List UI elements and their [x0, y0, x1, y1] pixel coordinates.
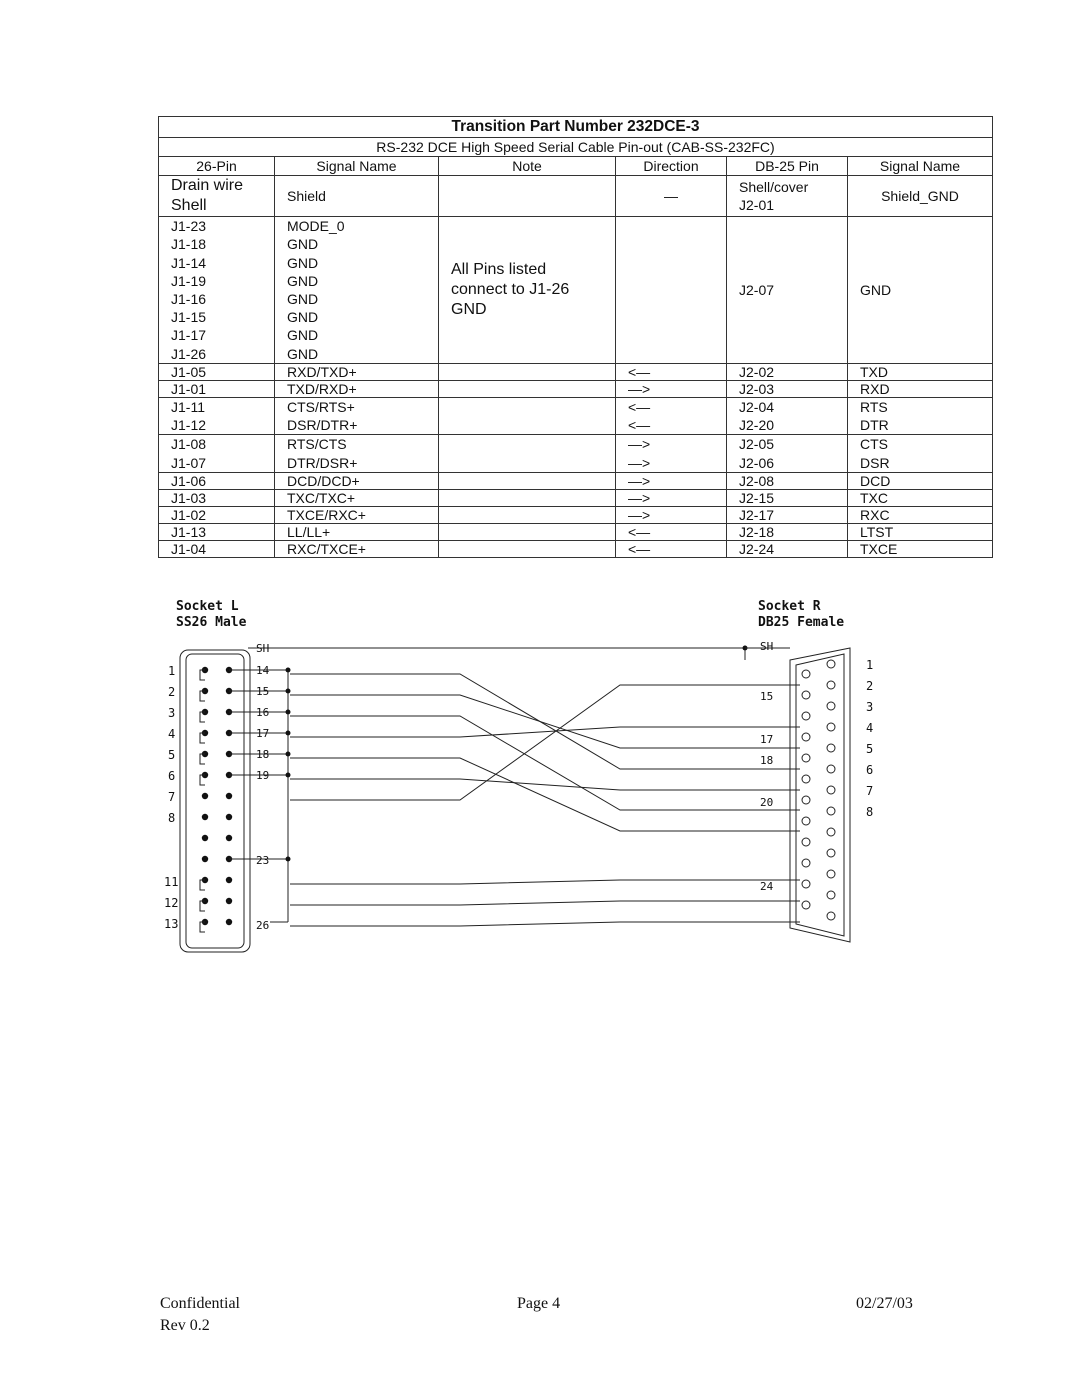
r-pin-socket — [827, 891, 835, 899]
l-pin-dot — [226, 835, 232, 841]
r-pin-label: 18 — [760, 754, 774, 767]
l-bus-node — [286, 752, 291, 757]
row-note — [439, 364, 616, 381]
row-signal: RXC/TXCE+ — [275, 540, 439, 557]
r-pin-socket — [827, 786, 835, 794]
l-pin-label: 15 — [256, 685, 270, 698]
table-header-row — [159, 157, 993, 176]
l-pin-dot — [202, 856, 208, 862]
row-direction: <— — [628, 417, 651, 434]
r-row-number: 8 — [866, 805, 874, 819]
row-direction: <— — [616, 523, 727, 540]
shield-note — [439, 176, 616, 217]
r-pin-socket — [827, 828, 835, 836]
gnd-pin: J1-26 — [171, 345, 207, 362]
gnd-pin: J1-14 — [171, 254, 207, 271]
row-signal-2: RXD — [848, 381, 993, 398]
gnd-pin: J1-18 — [171, 236, 207, 253]
gnd-signal: GND — [287, 309, 319, 326]
signal-wire — [290, 685, 800, 800]
table-row — [159, 364, 993, 381]
r-pin-socket — [827, 681, 835, 689]
gnd-pin: J1-15 — [171, 309, 207, 326]
r-pin-label: 15 — [760, 690, 774, 703]
signal-wire — [290, 674, 800, 769]
row-signal-2: TXCE — [848, 540, 993, 557]
j2-01-label: J2-01 — [739, 197, 775, 213]
r-pin-socket — [827, 744, 835, 752]
row-signal-2: DTR — [860, 417, 889, 434]
r-row-number: 1 — [866, 658, 874, 672]
r-pin-socket — [827, 765, 835, 773]
r-pin-socket — [802, 691, 810, 699]
row-pin: J1-03 — [159, 489, 275, 506]
shield-db25-cell — [727, 176, 848, 217]
gnd-pins-cell — [159, 217, 275, 364]
l-pin-dot — [202, 835, 208, 841]
pinout-table — [158, 116, 993, 558]
gnd-pin: J1-17 — [171, 327, 207, 344]
row-note — [439, 472, 616, 489]
table-row — [159, 435, 993, 472]
row-direction-pair — [616, 435, 727, 472]
gnd-pin: J1-23 — [171, 218, 207, 235]
row-signal: DCD/DCD+ — [275, 472, 439, 489]
row-db25: J2-20 — [739, 417, 775, 434]
row-signal-2: DSR — [860, 454, 890, 471]
row-pin: J1-13 — [159, 523, 275, 540]
row-pin: J1-02 — [159, 506, 275, 523]
row-direction: —> — [628, 436, 651, 453]
table-row — [159, 472, 993, 489]
shield-signal-2: Shield_GND — [848, 176, 993, 217]
l-pin-label: SH — [256, 642, 270, 655]
row-signal-2: DCD — [848, 472, 993, 489]
row-direction: —> — [616, 381, 727, 398]
r-pin-socket — [827, 702, 835, 710]
row-db25: J2-03 — [727, 381, 848, 398]
r-pin-socket — [827, 870, 835, 878]
socket-r-shell — [790, 648, 850, 942]
l-bus-node — [286, 710, 291, 715]
row-db25: J2-08 — [727, 472, 848, 489]
r-pin-socket — [802, 859, 810, 867]
shield-row — [159, 176, 993, 217]
r-pin-label: 20 — [760, 796, 774, 809]
header-note: Note — [439, 157, 616, 176]
signal-wire — [290, 922, 800, 926]
row-pin-pair — [159, 435, 275, 472]
socket-l-title: Socket L — [176, 599, 239, 614]
row-signal: CTS/RTS+ — [287, 399, 355, 415]
row-signal: TXD/RXD+ — [275, 381, 439, 398]
l-row-number: 11 — [164, 875, 179, 889]
row-db25: J2-18 — [727, 523, 848, 540]
signal-wire — [290, 880, 800, 884]
wires — [248, 646, 800, 927]
r-pin-socket — [802, 733, 810, 741]
l-pin-dot — [226, 793, 232, 799]
row-signal-2: CTS — [860, 436, 888, 453]
row-direction: —> — [628, 454, 651, 471]
r-pin-socket — [802, 817, 810, 825]
header-db25-pin: DB-25 Pin — [727, 157, 848, 176]
r-pin-socket — [802, 712, 810, 720]
socket-r-pins — [802, 660, 835, 920]
row-direction: <— — [628, 399, 651, 415]
l-pin-dot — [226, 898, 232, 904]
row-pin: J1-11 — [171, 399, 205, 415]
r-row-number: 5 — [866, 742, 874, 756]
l-pin-label: 17 — [256, 727, 270, 740]
row-pin-pair — [159, 398, 275, 435]
l-row-number: 7 — [168, 790, 176, 804]
l-pin-label: 18 — [256, 748, 270, 761]
row-note — [439, 435, 616, 472]
l-pin-dot — [202, 814, 208, 820]
gnd-pin: J1-16 — [171, 291, 207, 307]
row-direction: —> — [616, 506, 727, 523]
row-db25: J2-24 — [727, 540, 848, 557]
row-signal-pair — [275, 398, 439, 435]
r-row-number: 6 — [866, 763, 874, 777]
r-pin-socket — [827, 807, 835, 815]
l-pin-label: 14 — [256, 664, 270, 677]
row-db25: J2-04 — [739, 399, 775, 415]
gnd-group-row — [159, 217, 993, 364]
r-pin-socket — [827, 912, 835, 920]
row-signal-2: TXC — [848, 489, 993, 506]
row-signal-2: RTS — [860, 399, 888, 415]
header-signal-name: Signal Name — [275, 157, 439, 176]
l-row-number: 12 — [164, 896, 179, 910]
row-direction: <— — [616, 364, 727, 381]
socket-r-subtitle: DB25 Female — [758, 615, 845, 630]
gnd-pin: J1-19 — [171, 272, 207, 289]
l-bus-node — [286, 857, 291, 862]
socket-l-shell — [180, 650, 250, 952]
table-row — [159, 489, 993, 506]
row-pin: J1-12 — [171, 417, 207, 434]
drain-wire-label: Drain wire — [171, 177, 244, 194]
row-db25: J2-15 — [727, 489, 848, 506]
row-db25: J2-05 — [739, 436, 775, 453]
gnd-signal: GND — [287, 345, 319, 362]
gnd-signal: GND — [287, 272, 319, 289]
row-signal: TXCE/RXC+ — [275, 506, 439, 523]
row-signal: RXD/TXD+ — [275, 364, 439, 381]
signal-wire — [290, 901, 800, 905]
l-bus-node — [286, 773, 291, 778]
r-pin-socket — [802, 880, 810, 888]
row-signal-2-pair — [848, 435, 993, 472]
row-pin: J1-07 — [171, 454, 207, 471]
l-pin-dot — [226, 919, 232, 925]
row-signal: LL/LL+ — [275, 523, 439, 540]
row-db25: J2-02 — [727, 364, 848, 381]
gnd-note-cell — [439, 217, 616, 364]
r-pin-socket — [802, 796, 810, 804]
shell-cover-label: Shell/cover — [739, 178, 809, 195]
r-pin-socket — [827, 849, 835, 857]
row-pin: J1-08 — [171, 436, 207, 453]
r-pin-socket — [802, 901, 810, 909]
footer-date: 02/27/03 — [856, 1295, 913, 1312]
gnd-signal-2: GND — [848, 217, 993, 364]
l-row-number: 6 — [168, 769, 176, 783]
l-row-number: 8 — [168, 811, 176, 825]
l-row-number: 1 — [168, 664, 176, 678]
l-pin-dot — [226, 814, 232, 820]
row-direction: —> — [616, 472, 727, 489]
signal-wire — [290, 695, 800, 748]
row-note — [439, 381, 616, 398]
row-signal-2-pair — [848, 398, 993, 435]
socket-r-title: Socket R — [758, 599, 821, 614]
gnd-signal: MODE_0 — [287, 218, 345, 235]
table-row — [159, 523, 993, 540]
row-db25-pair — [727, 435, 848, 472]
r-pin-socket — [802, 838, 810, 846]
r-pin-socket — [802, 670, 810, 678]
row-note — [439, 398, 616, 435]
gnd-direction — [616, 217, 727, 364]
r-pin-socket — [827, 660, 835, 668]
r-pin-socket — [802, 775, 810, 783]
l-pin-label: 26 — [256, 919, 270, 932]
l-row-number: 13 — [164, 917, 179, 931]
footer-confidential: Confidential — [160, 1295, 240, 1312]
row-pin: J1-06 — [159, 472, 275, 489]
header-26-pin: 26-Pin — [159, 157, 275, 176]
row-db25-pair — [727, 398, 848, 435]
r-pin-label: SH — [760, 640, 774, 653]
gnd-signal: GND — [287, 327, 319, 344]
r-pin-label: 24 — [760, 880, 774, 893]
table-row — [159, 506, 993, 523]
l-row-number: 2 — [168, 685, 176, 699]
socket-l-inner — [186, 654, 244, 948]
shield-signal: Shield — [275, 176, 439, 217]
row-signal: RTS/CTS — [287, 436, 347, 453]
row-pin: J1-05 — [159, 364, 275, 381]
table-subtitle: RS-232 DCE High Speed Serial Cable Pin-out (CAB-SS-232FC) — [159, 138, 993, 157]
gnd-note-line: All Pins listed — [451, 261, 547, 278]
gnd-signal: GND — [287, 291, 319, 307]
shield-pin-cell — [159, 176, 275, 217]
table-row — [159, 398, 993, 435]
row-direction-pair — [616, 398, 727, 435]
row-direction: <— — [616, 540, 727, 557]
row-direction: —> — [616, 489, 727, 506]
table-row — [159, 381, 993, 398]
row-signal-2: TXD — [848, 364, 993, 381]
row-pin: J1-04 — [159, 540, 275, 557]
row-signal-2: LTST — [848, 523, 993, 540]
footer-page-number: Page 4 — [517, 1295, 561, 1312]
signal-wire — [290, 716, 800, 810]
row-note — [439, 506, 616, 523]
r-row-number: 2 — [866, 679, 874, 693]
l-bus-node — [286, 689, 291, 694]
l-pin-dot — [202, 793, 208, 799]
r-pin-label: 17 — [760, 733, 774, 746]
l-bus-node — [286, 731, 291, 736]
row-note — [439, 523, 616, 540]
row-signal-2: RXC — [848, 506, 993, 523]
gnd-db25: J2-07 — [727, 217, 848, 364]
row-signal: DTR/DSR+ — [287, 454, 358, 471]
l-pin-label: 23 — [256, 854, 270, 867]
gnd-signal: GND — [287, 254, 319, 271]
l-row-number: 3 — [168, 706, 176, 720]
r-row-number: 3 — [866, 700, 874, 714]
socket-l-pins — [200, 667, 291, 932]
row-signal: DSR/DTR+ — [287, 417, 358, 434]
signal-wire — [290, 779, 800, 790]
cable-wiring-diagram — [0, 590, 1080, 970]
footer-revision: Rev 0.2 — [160, 1317, 210, 1334]
l-pin-label: 19 — [256, 769, 270, 782]
l-row-number: 5 — [168, 748, 176, 762]
gnd-signals-cell — [275, 217, 439, 364]
table-title: Transition Part Number 232DCE-3 — [159, 117, 993, 138]
r-row-number: 4 — [866, 721, 874, 735]
row-signal: TXC/TXC+ — [275, 489, 439, 506]
r-pin-socket — [827, 723, 835, 731]
header-direction: Direction — [616, 157, 727, 176]
row-pin: J1-01 — [159, 381, 275, 398]
header-signal-name-2: Signal Name — [848, 157, 993, 176]
l-bus-node — [286, 668, 291, 673]
socket-l-subtitle: SS26 Male — [176, 615, 247, 630]
shield-direction: — — [616, 176, 727, 217]
table-row — [159, 540, 993, 557]
row-note — [439, 489, 616, 506]
l-pin-label: 16 — [256, 706, 270, 719]
l-pin-dot — [226, 877, 232, 883]
gnd-signal: GND — [287, 236, 319, 253]
r-row-number: 7 — [866, 784, 874, 798]
row-db25: J2-06 — [739, 454, 775, 471]
gnd-note-line: GND — [451, 301, 487, 318]
gnd-note-line: connect to J1-26 — [451, 281, 570, 298]
row-note — [439, 540, 616, 557]
row-signal-pair — [275, 435, 439, 472]
r-pin-socket — [802, 754, 810, 762]
l-row-number: 4 — [168, 727, 176, 741]
shell-label: Shell — [171, 197, 207, 214]
signal-wire — [290, 727, 800, 737]
row-db25: J2-17 — [727, 506, 848, 523]
